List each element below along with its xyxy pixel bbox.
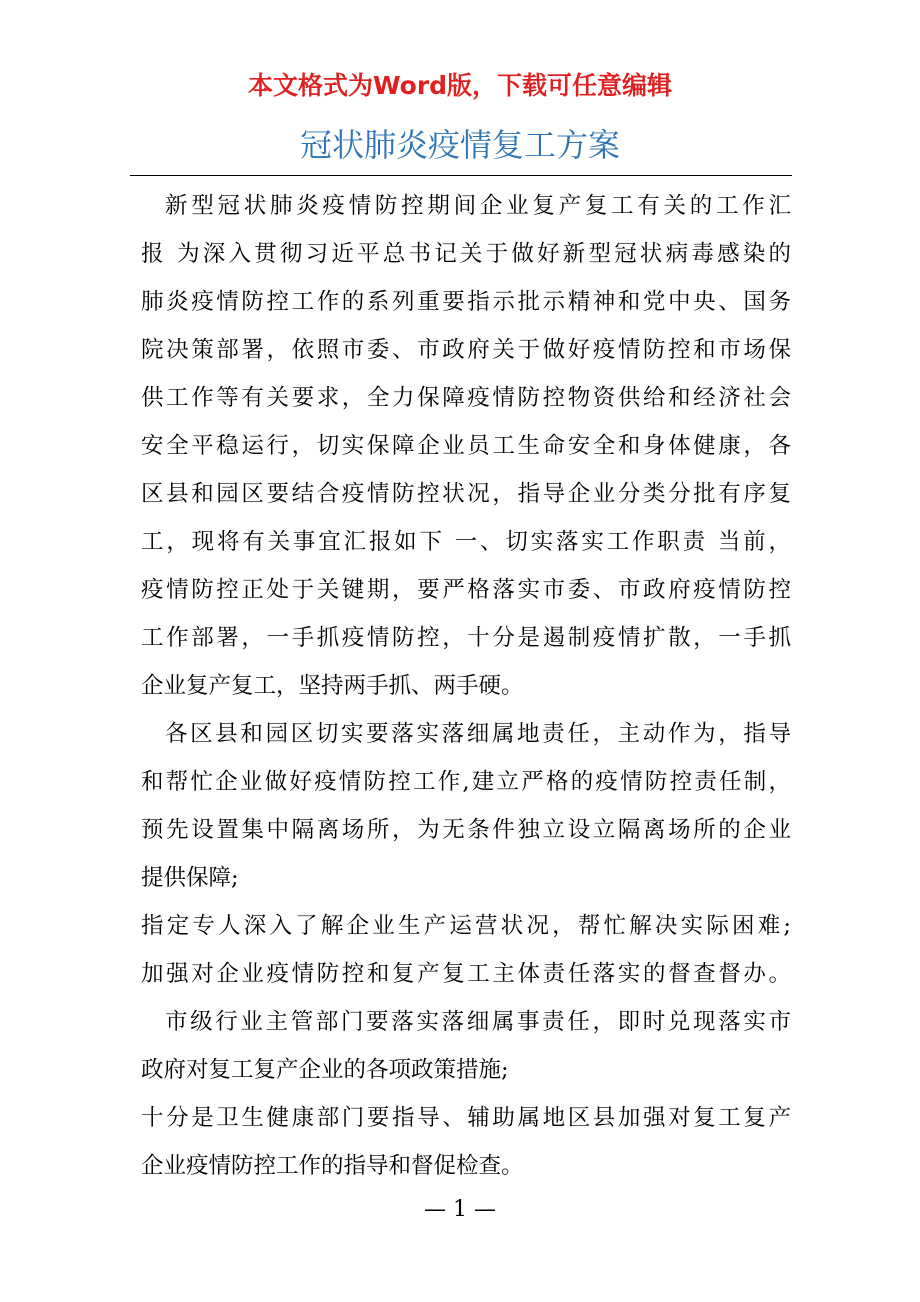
text-line: 报 为深入贯彻习近平总书记关于做好新型冠状病毒感染的: [141, 241, 791, 267]
text-line: 各区县和园区切实要落实落细属地责任，主动作为，指导: [165, 721, 791, 747]
text-line: 疫情防控正处于关键期，要严格落实市委、市政府疫情防控: [141, 577, 791, 603]
text-line: 新型冠状肺炎疫情防控期间企业复产复工有关的工作汇: [165, 193, 791, 219]
document-body: [141, 182, 791, 1190]
editable-notice-banner: 本文格式为Word版，下载可任意编辑: [247, 71, 673, 100]
text-line: 指定专人深入了解企业生产运营状况，帮忙解决实际困难;: [141, 913, 791, 939]
text-line: 和帮忙企业做好疫情防控工作,建立严格的疫情防控责任制，: [141, 769, 791, 795]
document-title: 冠状肺炎疫情复工方案: [299, 126, 620, 164]
text-line: 工作部署，一手抓疫情防控，十分是遏制疫情扩散，一手抓: [141, 625, 791, 651]
text-line: 十分是卫生健康部门要指导、辅助属地区县加强对复工复产: [141, 1105, 791, 1131]
text-line: 安全平稳运行，切实保障企业员工生命安全和身体健康，各: [141, 433, 791, 459]
text-line: 加强对企业疫情防控和复产复工主体责任落实的督查督办。: [141, 961, 791, 987]
text-line: 企业疫情防控工作的指导和督促检查。: [141, 1153, 524, 1179]
text-line: 肺炎疫情防控工作的系列重要指示批示精神和党中央、国务: [141, 289, 791, 315]
text-line: 政府对复工复产企业的各项政策措施;: [141, 1057, 509, 1083]
text-line: 工，现将有关事宜汇报如下 一、切实落实工作职责 当前，: [141, 529, 791, 555]
text-line: 供工作等有关要求，全力保障疫情防控物资供给和经济社会: [141, 385, 791, 411]
text-line: 院决策部署，依照市委、市政府关于做好疫情防控和市场保: [141, 337, 791, 363]
text-line: 区县和园区要结合疫情防控状况，指导企业分类分批有序复: [141, 481, 791, 507]
text-line: 提供保障;: [141, 865, 239, 891]
text-line: 企业复产复工，坚持两手抓、两手硬。: [141, 673, 524, 699]
page-number: — 1 —: [424, 1197, 496, 1222]
text-line: 市级行业主管部门要落实落细属事责任，即时兑现落实市: [165, 1009, 791, 1035]
text-line: 预先设置集中隔离场所，为无条件独立设立隔离场所的企业: [141, 817, 791, 843]
title-divider: [130, 175, 792, 176]
